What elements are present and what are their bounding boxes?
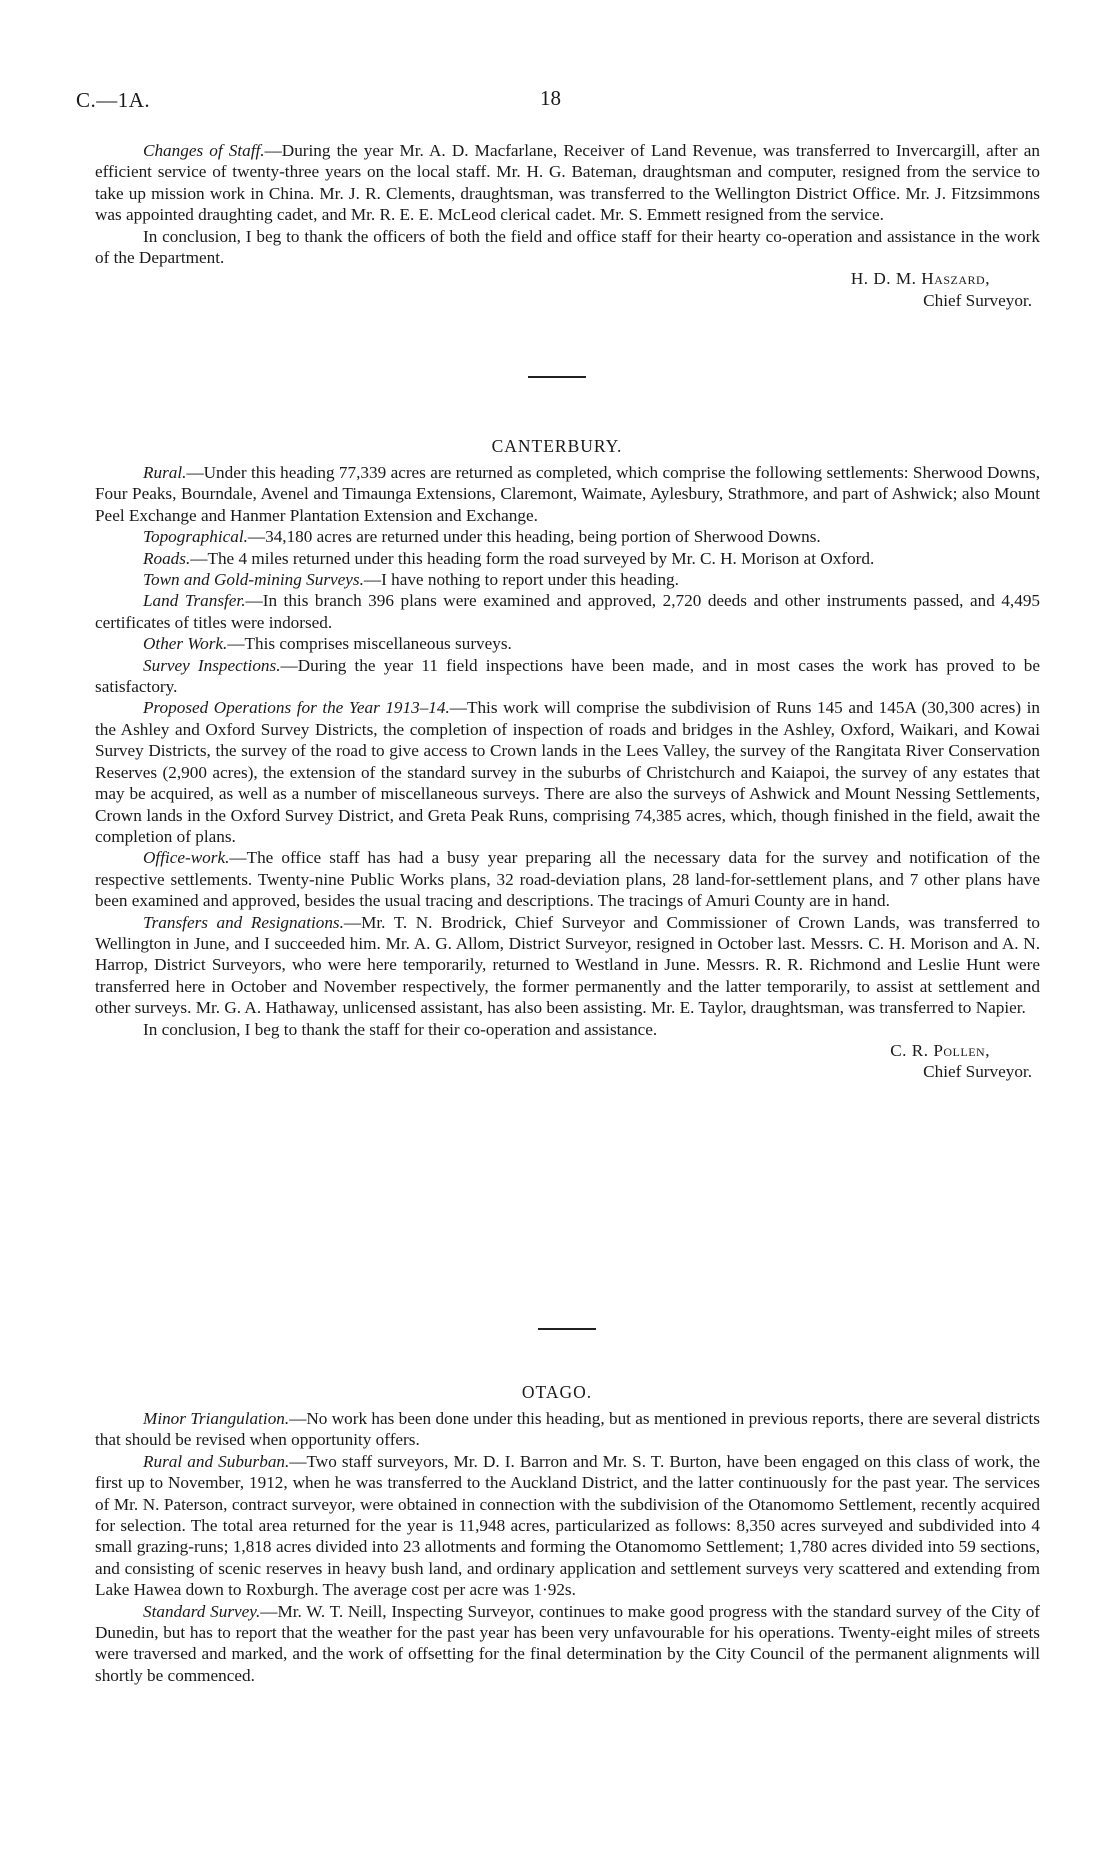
- paragraph: [95, 633, 1040, 654]
- paragraph-heading: Land Transfer.: [143, 591, 246, 611]
- signature-name: H. D. M. Haszard,: [850, 269, 990, 289]
- page-number: 18: [540, 86, 561, 110]
- paragraph-text: —Mr. W. T. Neill, Inspecting Surveyor, continues to make good progress with the standard survey of the City of Dunedin, but has to report that the weather for the past year has been very unfavourable for his operations. Twenty-eight miles of streets were traversed and marked, and the work of offsetting for the final determination by the City Council of the permanent alignments will shortly be commenced.: [95, 1601, 1041, 1685]
- section-divider: [528, 376, 586, 378]
- paragraph: [95, 655, 1040, 698]
- section-canterbury: [95, 462, 1040, 1083]
- paragraph-text: —I have nothing to report under this heading.: [363, 570, 679, 590]
- paragraph-text: —No work has been done under this heading, but as mentioned in previous reports, there are several districts that should be revised when opportunity offers.: [95, 1409, 1040, 1450]
- paragraph-text: —The office staff has had a busy year preparing all the necessary data for the survey and notification of the respective settlements. Twenty-nine Public Works plans, 32 road-deviation plans, 28 land-for-settlement plans, and 7 other plans have been examined and approved, besides the usual tracing and descriptions. The tracings of Amuri County are in hand.: [95, 848, 1040, 911]
- document-code: C.—1A.: [76, 88, 151, 112]
- paragraph-text: In conclusion, I beg to thank the staff for their co-operation and assistance.: [143, 1019, 658, 1039]
- signature-title: Chief Surveyor.: [923, 290, 1032, 310]
- paragraph-heading: Office-work.: [143, 848, 230, 868]
- paragraph-text: In conclusion, I beg to thank the officers of both the field and office staff for their hearty co-operation and assistance in the work of the Department.: [95, 226, 1040, 268]
- paragraph: [95, 1019, 1040, 1040]
- paragraph-heading: Transfers and Resignations.: [143, 912, 344, 932]
- paragraph-text: —Under this heading 77,339 acres are returned as completed, which comprise the following settlements: Sherwood Downs, Four Peaks, Bourndale, Avenel and Timaunga Extensions, Claremont, Waimate, Aylesbury, Strathmore, and part of Ashwick; also Mount Peel Exchange and Hanmer Plantation Extension and Exchange.: [95, 463, 1040, 525]
- paragraph-heading: Roads.: [143, 548, 191, 568]
- paragraph-text: —During the year 11 field inspections have been made, and in most cases the work has proved to be satisfactory.: [95, 655, 1040, 697]
- paragraph: [95, 462, 1040, 526]
- section-divider: [538, 1328, 596, 1330]
- paragraph: [95, 526, 1040, 547]
- paragraph-heading: Standard Survey.: [143, 1601, 261, 1621]
- paragraph-text: —This comprises miscellaneous surveys.: [227, 634, 512, 654]
- section-otago: [95, 1408, 1040, 1686]
- paragraph-text: —34,180 acres are returned under this heading, being portion of Sherwood Downs.: [247, 527, 821, 547]
- paragraph-heading: Rural and Suburban.: [143, 1451, 290, 1471]
- paragraph-text: —This work will comprise the subdivision of Runs 145 and 145A (30,300 acres) in the Ashley and Oxford Survey Districts, the completion of inspection of roads and bridges in the Ashley, Oxford, Waikari, and Kowai Survey Districts, the survey of the road to give access to Crown lands in the Lees Valley, the survey of the Rangitata River Conservation Reserves (2,900 acres), the extension of the standard survey in the suburbs of Christchurch and Kaiapoi, the survey of any estates that may be acquired, as well as a number of miscellaneous surveys. There are also the surveys of Ashwick and Mount Nessing Settlements, Crown lands in the Oxford Survey District, and Greta Peak Runs, comprising 74,385 acres, which, though finished in the field, await the completion of plans.: [95, 698, 1040, 846]
- section-previous-district: [95, 140, 1040, 311]
- signature-title: Chief Surveyor.: [923, 1062, 1032, 1082]
- paragraph: [95, 912, 1040, 1019]
- paragraph: [95, 1408, 1040, 1451]
- paragraph-heading: Survey Inspections.: [143, 655, 281, 675]
- paragraph-heading: Other Work.: [143, 634, 228, 654]
- paragraph: [95, 548, 1040, 569]
- paragraph-heading: Minor Triangulation.: [143, 1409, 290, 1428]
- paragraph-text: —During the year Mr. A. D. Macfarlane, Receiver of Land Revenue, was transferred to Invercargill, after an efficient service of twenty-three years on the local staff. Mr. H. G. Bateman, draughtsman and computer, resigned from the service to take up mission work in China. Mr. J. R. Clements, draughtsman, was transferred to the Wellington District Office. Mr. J. Fitzsimmons was appointed draughting cadet, and Mr. R. E. E. McLeod clerical cadet. Mr. S. Emmett resigned from the service.: [95, 141, 1041, 225]
- paragraph-text: —Two staff surveyors, Mr. D. I. Barron and Mr. S. T. Burton, have been engaged on this class of work, the first up to November, 1912, when he was transferred to the Auckland District, and the latter continuously for the past year. The services of Mr. N. Paterson, contract surveyor, were obtained in connection with the subdivision of the Otanomomo Settlement, recently acquired for selection. The total area returned for the year is 11,948 acres, particularized as follows: 8,350 acres surveyed and subdivided into 4 small grazing-runs; 1,818 acres divided into 23 allotments and forming the Otanomomo Settlement; 1,780 acres divided into 59 sections, and consisting of scenic reserves in heavy bush land, and ordinary application and settlement surveys very scattered and extending from Lake Hawea down to Roxburgh. The average cost per acre was 1·92s.: [95, 1451, 1041, 1600]
- paragraph-text: —The 4 miles returned under this heading form the road surveyed by Mr. C. H. Morison at Oxford.: [190, 548, 875, 568]
- paragraph-text: —In this branch 396 plans were examined and approved, 2,720 deeds and other instruments passed, and 4,495 certificates of titles were indorsed.: [95, 591, 1041, 632]
- paragraph: [95, 1451, 1040, 1601]
- signature-block: [95, 1040, 1040, 1083]
- paragraph-heading: Rural.: [143, 463, 187, 482]
- paragraph: [95, 226, 1040, 269]
- paragraph: [95, 1601, 1040, 1687]
- paragraph: [95, 569, 1040, 590]
- paragraph-heading: Town and Gold-mining Surveys.: [143, 570, 364, 590]
- paragraph: [95, 697, 1040, 847]
- paragraph: [95, 590, 1040, 633]
- paragraph-heading: Proposed Operations for the Year 1913–14.: [143, 698, 450, 718]
- paragraph: [95, 847, 1040, 911]
- signature-name: C. R. Pollen,: [890, 1040, 990, 1060]
- paragraph-heading: Changes of Staff.: [143, 141, 265, 160]
- paragraph: [95, 140, 1040, 226]
- signature-block: [95, 268, 1040, 311]
- section-title-otago: OTAGO.: [521, 1382, 593, 1402]
- section-title-canterbury: CANTERBURY.: [491, 436, 623, 456]
- paragraph-text: —Mr. T. N. Brodrick, Chief Surveyor and Commissioner of Crown Lands, was transferred to Wellington in June, and I succeeded him. Mr. A. G. Allom, District Surveyor, resigned in October last. Messrs. C. H. Morison and A. N. Harrop, District Surveyors, who were here temporarily, returned to Westland in June. Messrs. R. R. Richmond and Leslie Hunt were transferred here in October and November respectively, the former permanently and the latter temporarily, to assist at settlement and other surveys. Mr. G. A. Hathaway, unlicensed assistant, has also been assisting. Mr. E. Taylor, draughtsman, was transferred to Napier.: [95, 912, 1040, 1018]
- paragraph-heading: Topographical.: [143, 527, 248, 547]
